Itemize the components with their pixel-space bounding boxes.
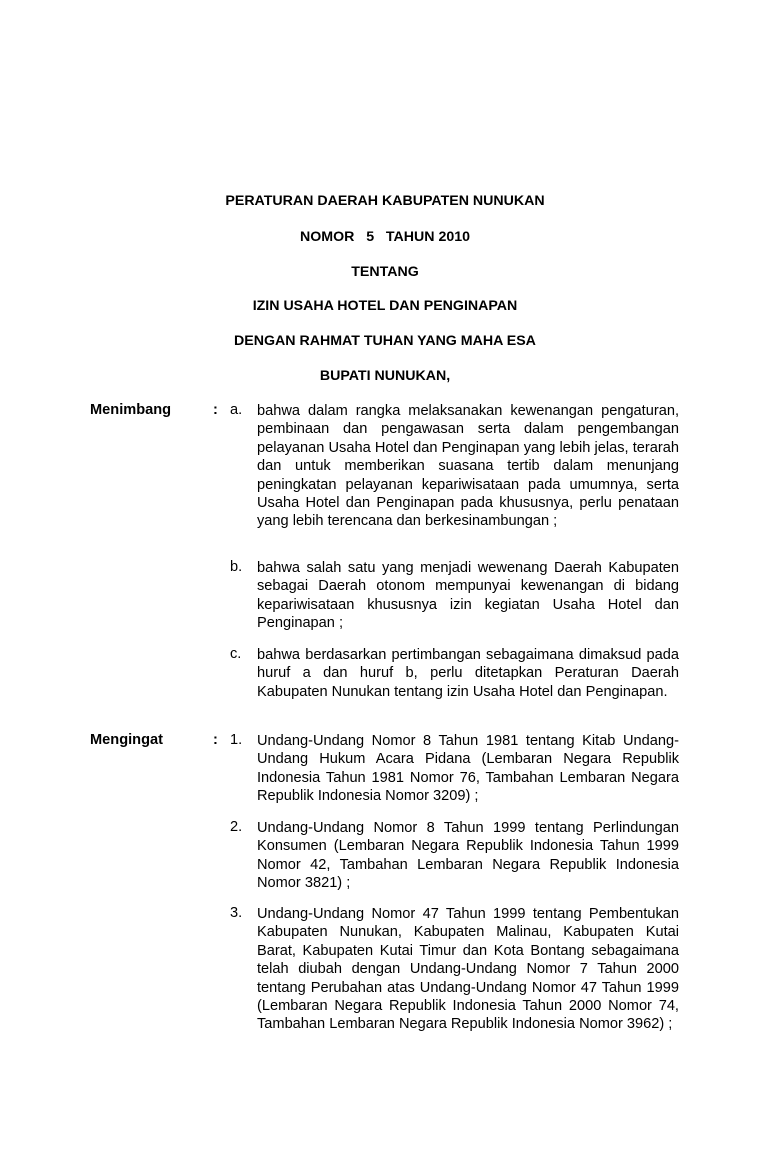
menimbang-item-c — [230, 646, 680, 701]
item-marker: b. — [230, 559, 243, 575]
item-marker: 1. — [230, 732, 243, 748]
menimbang-item-b — [230, 559, 680, 633]
mengingat-colon: : — [213, 732, 218, 748]
about-heading: TENTANG — [351, 264, 419, 280]
item-marker: a. — [230, 402, 243, 418]
regent-line: BUPATI NUNUKAN, — [319, 368, 451, 384]
item-marker: 3. — [230, 905, 243, 921]
item-marker: 2. — [230, 819, 243, 835]
regulation-number: NOMOR 5 TAHUN 2010 — [299, 229, 471, 245]
mengingat-item-3 — [230, 905, 680, 1034]
invocation-line: DENGAN RAHMAT TUHAN YANG MAHA ESA — [234, 333, 536, 349]
menimbang-label: Menimbang — [90, 402, 172, 418]
menimbang-colon: : — [213, 402, 218, 418]
item-text: Undang-Undang Nomor 47 Tahun 1999 tentang Pembentukan Kabupaten Nunukan, Kabupaten Malinau, Kabupaten Kutai Barat, Kabupaten Kutai Timur dan Kota Bontang sebagaimana telah diubah dengan Undang-Undang Nomor 7 Tahun 2000 tentang Perubahan atas Undang-Undang Nomor 47 Tahun 1999 (Lembaran Negara Republik Indonesia Tahun 2000 Nomor 74, Tambahan Lembaran Negara Republik Indonesia Nomor 3962) ; — [257, 906, 679, 1033]
menimbang-item-a — [230, 402, 680, 531]
mengingat-item-2 — [230, 819, 680, 893]
item-marker: c. — [230, 646, 242, 662]
item-text: Undang-Undang Nomor 8 Tahun 1981 tentang Kitab Undang-Undang Hukum Acara Pidana (Lembaran Negara Republik Indonesia Tahun 1981 Nomor 76, Tambahan Lembaran Negara Republik Indonesia Nomor 3209) ; — [257, 733, 679, 805]
regulation-title: PERATURAN DAERAH KABUPATEN NUNUKAN — [225, 193, 545, 209]
item-text: Undang-Undang Nomor 8 Tahun 1999 tentang Perlindungan Konsumen (Lembaran Negara Republik Indonesia Tahun 1999 Nomor 42, Tambahan Lembaran Negara Republik Indonesia Nomor 3821) ; — [257, 820, 679, 892]
mengingat-label: Mengingat — [90, 732, 163, 748]
item-text: bahwa dalam rangka melaksanakan kewenangan pengaturan, pembinaan dan pengawasan serta dalam pengembangan pelayanan Usaha Hotel dan Penginapan yang lebih jelas, terarah dan untuk memberikan suasana tertib dalam menunjang peningkatan pelayanan kepariwisataan pada umumnya, serta Usaha Hotel dan Penginapan pada khususnya, perlu penataan yang lebih terencana dan berkesinambungan ; — [257, 403, 679, 530]
item-text: bahwa berdasarkan pertimbangan sebagaimana dimaksud pada huruf a dan huruf b, perlu ditetapkan Peraturan Daerah Kabupaten Nunukan tentang izin Usaha Hotel dan Penginapan. — [257, 647, 679, 700]
regulation-subject: IZIN USAHA HOTEL DAN PENGINAPAN — [252, 298, 518, 314]
item-text: bahwa salah satu yang menjadi wewenang Daerah Kabupaten sebagai Daerah otonom mempunyai kewenangan di bidang kepariwisataan khususnya izin kegiatan Usaha Hotel dan Penginapan ; — [257, 560, 679, 632]
mengingat-item-1 — [230, 732, 680, 806]
